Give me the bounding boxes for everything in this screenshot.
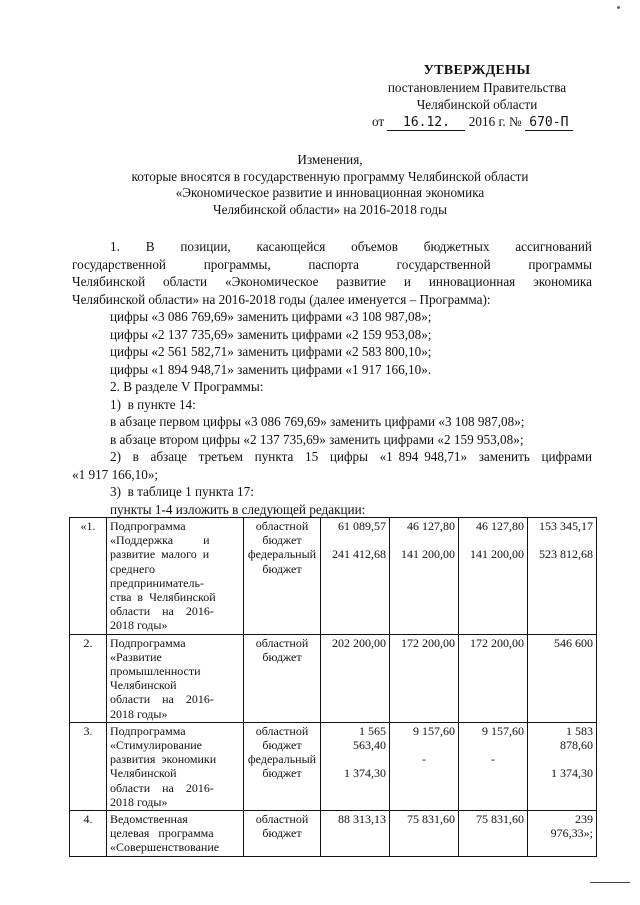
- item-2-2-line-1: 2) в абзаце третьем пункта 15 цифры «1 894 948,71» заменить цифрами: [110, 449, 592, 464]
- subprogram-name-cell: [107, 518, 244, 635]
- amount-value: 202 200,00: [332, 635, 386, 650]
- subprogram-name-line: Подпрограмма: [110, 519, 186, 533]
- paragraph-1-line-2: государственной программы, паспорта государственной программы: [72, 256, 592, 272]
- subprogram-name-line: целевая программа: [110, 826, 214, 841]
- subprogram-name-line: развитие малого и: [110, 547, 210, 562]
- heading-line-4: Челябинской области» на 2016-2018 годы: [213, 201, 447, 217]
- amount-value: 141 200,00: [470, 547, 524, 562]
- item-2-2-line-2: «1 917 166,10»;: [72, 466, 159, 482]
- amount-value: 75 831,60: [407, 812, 455, 827]
- row-number: 4.: [83, 812, 93, 827]
- paragraph-2: 2. В разделе V Программы:: [110, 379, 264, 394]
- amount-cell: [528, 634, 597, 722]
- amount-value: 75 831,60: [476, 812, 524, 827]
- funding-source: областной бюджет: [255, 812, 309, 841]
- subprogram-name-cell: [107, 634, 244, 722]
- subprogram-name-line: ства в Челябинской: [110, 590, 216, 605]
- subprogram-name-line: 2018 годы»: [110, 794, 168, 809]
- replacement-2: цифры «2 137 735,69» заменить цифрами «2 159 953,08»;: [110, 326, 432, 342]
- year-suffix: 2016 г. №: [468, 114, 522, 129]
- amount-value: 1 374,30: [551, 766, 593, 781]
- amount-value: 1 565 563,40: [353, 723, 386, 753]
- subprogram-name-line: Подпрограмма: [110, 723, 186, 738]
- amount-value: 9 157,60: [413, 723, 455, 738]
- funding-source: областной бюджет: [255, 723, 309, 753]
- heading-line-2: которые вносятся в государственную программу Челябинской области: [131, 168, 529, 184]
- amount-cell: [390, 811, 459, 857]
- subprogram-name-line: «Совершенствование: [110, 840, 220, 855]
- subprogram-name-line: развития экономики: [110, 752, 217, 767]
- row-number-cell: [70, 722, 107, 810]
- amount-value: 46 127,80: [476, 519, 524, 533]
- amount-value: 241 412,68: [332, 547, 386, 562]
- subprogram-name-line: 2018 годы»: [110, 706, 168, 721]
- amount-cell: [321, 634, 390, 722]
- amount-cell: [528, 722, 597, 810]
- subprogram-name-line: среднего: [110, 561, 155, 576]
- number-value: 670-П: [525, 116, 573, 131]
- subprogram-name-line: промышленности: [110, 664, 201, 679]
- item-2-3: 3) в таблице 1 пункта 17:: [110, 484, 254, 499]
- bottom-rule: [590, 882, 630, 883]
- approval-title: УТВЕРЖДЕНЫ: [423, 63, 531, 78]
- paragraph-1-line-1: 1. В позиции, касающейся объемов бюджетных ассигнований: [110, 239, 592, 254]
- subprogram-name-cell: [107, 811, 244, 857]
- row-number: 3.: [83, 723, 93, 738]
- amount-value: 1 583 878,60: [560, 723, 593, 753]
- amount-cell: [390, 518, 459, 635]
- table-row: [70, 518, 597, 635]
- funding-source: федеральный бюджет: [247, 547, 317, 576]
- subprogram-name-line: области на 2016-: [110, 780, 214, 795]
- funding-source: федеральный бюджет: [247, 752, 317, 781]
- amount-value: 153 345,17: [539, 519, 593, 533]
- amount-cell: [321, 722, 390, 810]
- approval-line-2: Челябинской области: [416, 97, 538, 112]
- approval-block: [372, 62, 582, 131]
- funding-source: областной бюджет: [255, 519, 309, 548]
- item-2-1-b: в абзаце втором цифры «2 137 735,69» заменить цифрами «2 159 953,08»;: [110, 431, 524, 447]
- subprogram-name-line: 2018 годы»: [110, 618, 168, 633]
- subprogram-name-line: Челябинской: [110, 766, 177, 781]
- amount-value: -: [422, 752, 426, 767]
- program-table: [69, 517, 597, 857]
- funding-source: областной бюджет: [255, 635, 309, 664]
- item-2-1-a: в абзаце первом цифры «3 086 769,69» заменить цифрами «3 108 987,08»;: [110, 414, 525, 429]
- subprogram-name-line: предприниматель-: [110, 575, 204, 590]
- funding-source-cell: [244, 634, 321, 722]
- replacement-1: цифры «3 086 769,69» заменить цифрами «3 108 987,08»;: [110, 309, 432, 324]
- amount-value: 88 313,13: [338, 812, 386, 827]
- document-body: [72, 238, 592, 518]
- amount-value: 141 200,00: [401, 547, 455, 562]
- amount-cell: [528, 811, 597, 857]
- subprogram-name-line: области на 2016-: [110, 604, 214, 619]
- amount-value: 546 600: [554, 635, 593, 650]
- subprogram-name-line: «Поддержка и: [110, 533, 210, 548]
- document-heading: [70, 152, 590, 218]
- amount-value: 9 157,60: [482, 723, 524, 738]
- paragraph-1-line-4: Челябинской области» на 2016-2018 годы (далее именуется – Программа):: [72, 291, 491, 307]
- amount-cell: [528, 518, 597, 635]
- amount-value: 61 089,57: [338, 519, 386, 533]
- heading-line-3: «Экономическое развитие и инновационная экономика: [175, 185, 485, 200]
- amount-value: 1 374,30: [344, 766, 386, 781]
- replacement-3: цифры «2 561 582,71» заменить цифрами «2 583 800,10»;: [110, 344, 432, 359]
- row-number-cell: [70, 811, 107, 857]
- replacement-4: цифры «1 894 948,71» заменить цифрами «1 917 166,10».: [110, 361, 432, 377]
- amount-cell: [390, 722, 459, 810]
- amount-cell: [321, 518, 390, 635]
- amount-cell: [459, 722, 528, 810]
- amount-cell: [390, 634, 459, 722]
- amount-cell: [321, 811, 390, 857]
- date-prefix: от: [372, 114, 385, 129]
- amount-cell: [459, 634, 528, 722]
- amount-value: 172 200,00: [401, 635, 455, 650]
- subprogram-name-line: «Стимулирование: [110, 738, 202, 753]
- heading-line-1: Изменения,: [297, 152, 363, 167]
- subprogram-name-line: области на 2016-: [110, 692, 214, 707]
- table-row: [70, 634, 597, 722]
- subprogram-name-line: Ведомственная: [110, 812, 188, 827]
- item-2-3-a: пункты 1-4 изложить в следующей редакции:: [110, 501, 366, 517]
- table-row: [70, 811, 597, 857]
- scan-dot-mark: [617, 6, 620, 9]
- date-value: 16.12.: [387, 116, 465, 131]
- item-2-1: 1) в пункте 14:: [110, 396, 196, 412]
- row-number: «1.: [80, 519, 96, 533]
- table-row: [70, 722, 597, 810]
- amount-cell: [459, 518, 528, 635]
- subprogram-name-line: Челябинской: [110, 678, 177, 693]
- amount-cell: [459, 811, 528, 857]
- amount-value: -: [491, 752, 495, 767]
- paragraph-1-line-3: Челябинской области «Экономическое развитие и инновационная экономика: [72, 274, 592, 289]
- subprogram-name-line: Подпрограмма: [110, 635, 186, 650]
- funding-source-cell: [244, 722, 321, 810]
- subprogram-name-cell: [107, 722, 244, 810]
- row-number: 2.: [83, 635, 93, 650]
- funding-source-cell: [244, 811, 321, 857]
- funding-source-cell: [244, 518, 321, 635]
- amount-value: 239 976,33»;: [550, 812, 593, 841]
- subprogram-name-line: «Развитие: [110, 649, 162, 664]
- approval-date-line: [372, 113, 582, 131]
- approval-line-1: постановлением Правительства: [387, 80, 567, 95]
- row-number-cell: [70, 634, 107, 722]
- amount-value: 46 127,80: [407, 519, 455, 533]
- amount-value: 172 200,00: [470, 635, 524, 650]
- amount-value: 523 812,68: [539, 547, 593, 562]
- row-number-cell: [70, 518, 107, 635]
